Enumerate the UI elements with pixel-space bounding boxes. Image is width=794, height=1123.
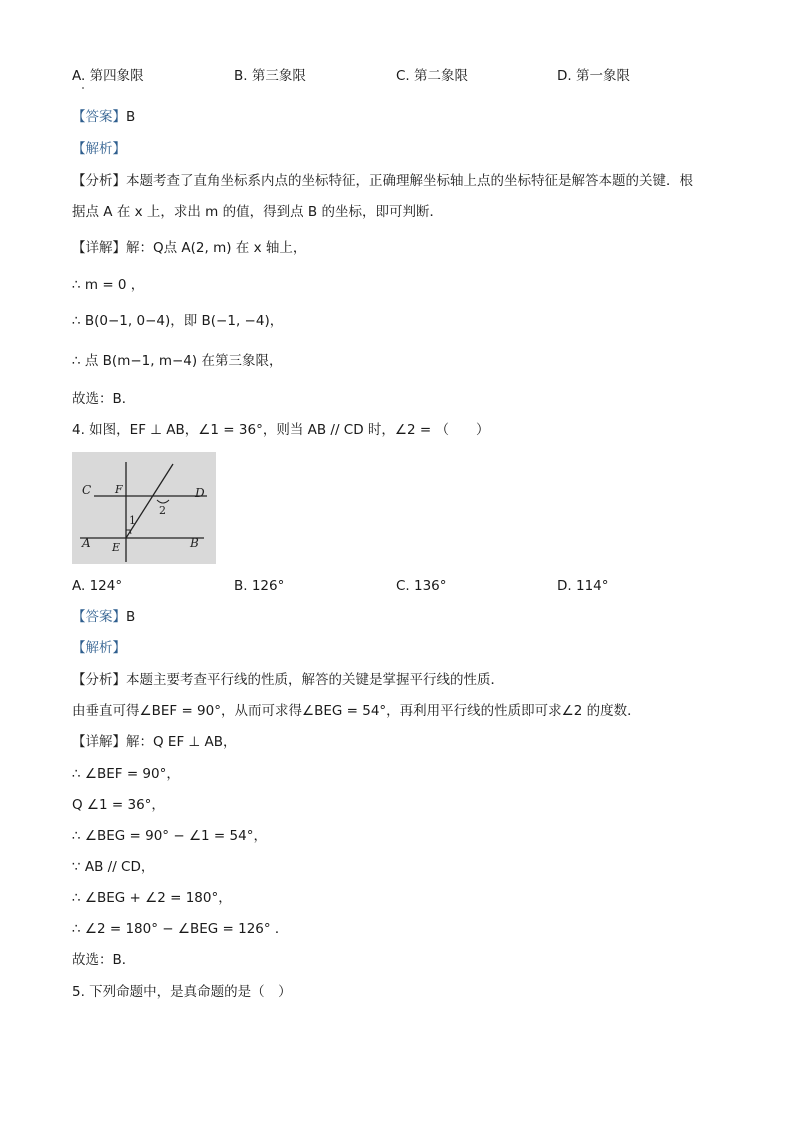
q3-answer-line xyxy=(72,108,135,126)
q4-detail-line7: ∴ ∠2 = 180° − ∠BEG = 126° ． xyxy=(72,921,289,937)
geometry-figure xyxy=(72,452,216,564)
q3-detail-line1 xyxy=(72,239,306,257)
q4-option-b: B. 126° xyxy=(234,578,285,594)
detail-text: 解：Q点 A(2, m) 在 x 轴上， xyxy=(126,240,307,256)
detail-text: 解：Q EF ⊥ AB， xyxy=(126,734,237,750)
q4-detail-line5: ∵ AB // CD， xyxy=(72,859,155,875)
option-b: B. 第三象限 xyxy=(234,68,306,84)
q3-detail-line3: ∴ B(0−1, 0−4)，即 B(−1, −4)， xyxy=(72,313,284,329)
answer-tag: 【答案】 xyxy=(72,109,126,125)
label-e: E xyxy=(112,541,121,554)
option-c: C. 第二象限 xyxy=(396,68,469,84)
q4-choose: 故选：B． xyxy=(72,952,136,968)
q4-option-c: C. 136° xyxy=(396,578,447,594)
analysis-tag: 【分析】 xyxy=(72,672,126,688)
q3-analysis-line2: 据点 A 在 x 上，求出 m 的值，得到点 B 的坐标，即可判断． xyxy=(72,204,443,220)
label-b: B xyxy=(190,536,199,550)
detail-tag: 【详解】 xyxy=(72,240,126,256)
q4-answer-line xyxy=(72,608,135,626)
q5-stem: 5. 下列命题中，是真命题的是（ ） xyxy=(72,984,292,1000)
q4-analysis-line1 xyxy=(72,671,504,689)
stray-dot xyxy=(82,87,84,89)
q4-detail-line4: ∴ ∠BEG = 90° − ∠1 = 54°， xyxy=(72,828,267,844)
label-c: C xyxy=(82,483,92,497)
figure-svg xyxy=(72,452,216,564)
q4-option-d: D. 114° xyxy=(557,578,609,594)
angle-2-arc xyxy=(157,500,169,503)
analysis-text: 本题考查了直角坐标系内点的坐标特征，正确理解坐标轴上点的坐标特征是解答本题的关键．根 xyxy=(126,173,693,189)
q4-stem: 4. 如图，EF ⊥ AB，∠1 = 36°，则当 AB // CD 时，∠2 = （ ） xyxy=(72,422,490,438)
q4-detail-line6: ∴ ∠BEG + ∠2 = 180°， xyxy=(72,890,232,906)
q4-analysis-line2: 由垂直可得∠BEF = 90°，从而可求得∠BEG = 54°，再利用平行线的性质即可求∠2 的度数． xyxy=(72,703,641,719)
q3-detail-line4: ∴ 点 B(m−1, m−4) 在第三象限， xyxy=(72,353,283,369)
q4-option-a: A. 124° xyxy=(72,578,123,594)
q3-detail-line2: ∴ m = 0 ， xyxy=(72,277,145,293)
analysis-tag: 【分析】 xyxy=(72,173,126,189)
label-d: D xyxy=(195,486,205,500)
q3-analysis-line1 xyxy=(72,172,693,190)
analysis-text: 本题主要考查平行线的性质，解答的关键是掌握平行线的性质． xyxy=(126,672,504,688)
detail-tag: 【详解】 xyxy=(72,734,126,750)
q3-choose: 故选：B． xyxy=(72,391,136,407)
option-a: A. 第四象限 xyxy=(72,68,144,84)
q4-detail-line2: ∴ ∠BEF = 90°， xyxy=(72,766,180,782)
answer-tag: 【答案】 xyxy=(72,609,126,625)
label-a: A xyxy=(82,536,91,550)
q3-analysis-heading: 【解析】 xyxy=(72,141,126,157)
label-f: F xyxy=(115,483,123,496)
q4-detail-line1 xyxy=(72,733,237,751)
q4-analysis-heading: 【解析】 xyxy=(72,640,126,656)
label-2: 2 xyxy=(159,504,166,517)
q4-detail-line3: Q ∠1 = 36°， xyxy=(72,797,165,813)
option-d: D. 第一象限 xyxy=(557,68,630,84)
label-1: 1 xyxy=(129,514,136,527)
answer-value: B xyxy=(126,609,136,625)
answer-value: B xyxy=(126,109,136,125)
